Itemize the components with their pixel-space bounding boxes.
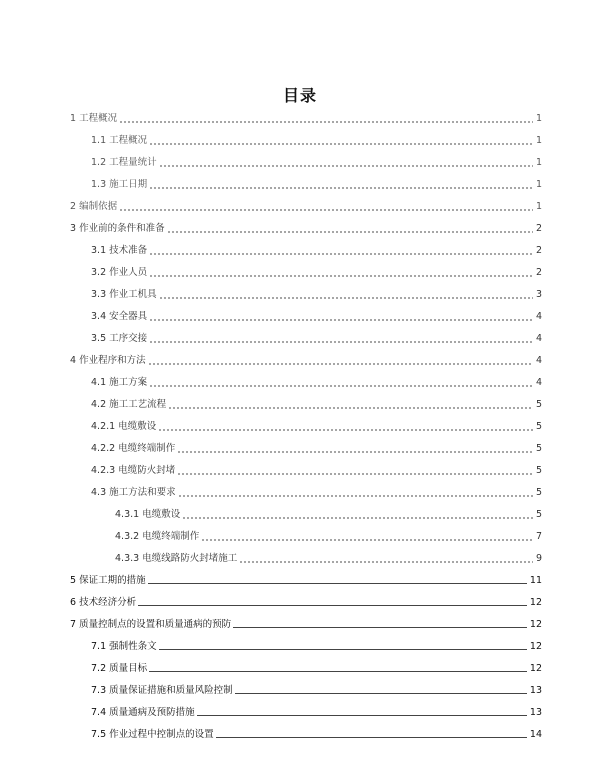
toc-entry-label: 3.4 安全器具 — [91, 311, 148, 322]
toc-leader-dots — [178, 495, 533, 497]
toc-leader-dots — [149, 341, 533, 343]
toc-entry-4-2[interactable] — [91, 397, 542, 411]
toc-entry-7-5[interactable] — [91, 727, 542, 741]
toc-entry-label: 4.3 施工方法和要求 — [91, 487, 176, 498]
toc-entry-page: 11 — [529, 575, 542, 586]
toc-entry-page: 4 — [535, 355, 542, 366]
toc-entry-page: 14 — [529, 729, 542, 740]
toc-entry-4-2-3[interactable] — [91, 463, 542, 477]
toc-entry-7-1[interactable] — [91, 639, 542, 653]
toc-entry-page: 4 — [535, 377, 542, 388]
toc-entry-page: 2 — [535, 245, 542, 256]
toc-leader-dots — [149, 275, 533, 277]
toc-leader-line — [235, 693, 527, 694]
toc-entry-4[interactable] — [70, 353, 542, 367]
toc-entry-label: 7 质量控制点的设置和质量通病的预防 — [70, 619, 232, 630]
toc-leader-line — [197, 715, 527, 716]
toc-entry-page: 5 — [535, 487, 542, 498]
toc-entry-label: 3 作业前的条件和准备 — [70, 223, 165, 234]
toc-entry-page: 1 — [535, 201, 542, 212]
toc-leader-dots — [177, 473, 533, 475]
toc-entry-3-2[interactable] — [91, 265, 542, 279]
toc-entry-page: 12 — [529, 597, 542, 608]
toc-entry-label: 4.1 施工方案 — [91, 377, 148, 388]
toc-entry-label: 3.1 技术准备 — [91, 245, 148, 256]
toc-leader-dots — [149, 385, 533, 387]
toc-entry-label: 4.2 施工工艺流程 — [91, 399, 167, 410]
toc-entry-label: 6 技术经济分析 — [70, 597, 137, 608]
toc-leader-dots — [167, 231, 533, 233]
toc-entry-3[interactable] — [70, 221, 542, 235]
toc-entry-label: 1.2 工程量统计 — [91, 157, 157, 168]
toc-entry-page: 5 — [535, 421, 542, 432]
toc-leader-line — [138, 605, 527, 606]
toc-entry-7-3[interactable] — [91, 683, 542, 697]
toc-entry-page: 5 — [535, 509, 542, 520]
toc-entry-label: 7.3 质量保证措施和质量风险控制 — [91, 685, 233, 696]
toc-entry-label: 7.5 作业过程中控制点的设置 — [91, 729, 214, 740]
toc-entry-3-4[interactable] — [91, 309, 542, 323]
toc-entry-label: 5 保证工期的措施 — [70, 575, 146, 586]
toc-leader-dots — [239, 561, 533, 563]
toc-leader-dots — [149, 143, 533, 145]
toc-entry-page: 5 — [535, 465, 542, 476]
toc-entry-1-2[interactable] — [91, 155, 542, 169]
toc-entry-7-2[interactable] — [91, 661, 542, 675]
toc-leader-line — [148, 583, 527, 584]
toc-leader-line — [233, 627, 527, 628]
toc-entry-page: 12 — [529, 619, 542, 630]
toc-entry-label: 1.1 工程概况 — [91, 135, 148, 146]
toc-entry-label: 4.3.2 电缆终端制作 — [115, 531, 200, 542]
toc-entry-page: 1 — [535, 113, 542, 124]
toc-entry-page: 1 — [535, 179, 542, 190]
toc-entry-6[interactable] — [70, 595, 542, 609]
toc-entry-label: 4.2.2 电缆终端制作 — [91, 443, 176, 454]
toc-entry-page: 2 — [535, 267, 542, 278]
toc-leader-dots — [159, 165, 533, 167]
toc-leader-dots — [148, 363, 533, 365]
toc-leader-line — [216, 737, 527, 738]
toc-leader-dots — [158, 429, 533, 431]
toc-leader-dots — [177, 451, 533, 453]
toc-entry-page: 7 — [535, 531, 542, 542]
toc-entry-page: 4 — [535, 333, 542, 344]
toc-entry-label: 7.1 强制性条文 — [91, 641, 157, 652]
toc-leader-dots — [149, 319, 533, 321]
toc-entry-4-1[interactable] — [91, 375, 542, 389]
toc-entry-3-1[interactable] — [91, 243, 542, 257]
toc-entry-label: 7.4 质量通病及预防措施 — [91, 707, 195, 718]
toc-entry-7-4[interactable] — [91, 705, 542, 719]
toc-entry-label: 4.3.1 电缆敷设 — [115, 509, 181, 520]
toc-entry-4-2-1[interactable] — [91, 419, 542, 433]
toc-leader-dots — [201, 539, 533, 541]
toc-entry-label: 3.5 工序交接 — [91, 333, 148, 344]
toc-entry-page: 13 — [529, 685, 542, 696]
toc-entry-1-3[interactable] — [91, 177, 542, 191]
toc-entry-page: 4 — [535, 311, 542, 322]
toc-title: 目录 — [282, 86, 317, 105]
toc-entry-label: 7.2 质量目标 — [91, 663, 148, 674]
toc-entry-3-5[interactable] — [91, 331, 542, 345]
toc-entry-5[interactable] — [70, 573, 542, 587]
toc-leader-line — [159, 649, 527, 650]
toc-entry-4-2-2[interactable] — [91, 441, 542, 455]
toc-entry-7[interactable] — [70, 617, 542, 631]
toc-entry-page: 9 — [535, 553, 542, 564]
toc-entry-label: 3.2 作业人员 — [91, 267, 148, 278]
toc-entry-label: 4.2.1 电缆敷设 — [91, 421, 157, 432]
toc-entry-label: 1 工程概况 — [70, 113, 118, 124]
toc-entry-2[interactable] — [70, 199, 542, 213]
toc-entry-4-3-1[interactable] — [115, 507, 542, 521]
toc-entry-1[interactable] — [70, 111, 542, 125]
toc-leader-dots — [149, 253, 533, 255]
toc-leader-line — [149, 671, 527, 672]
toc-leader-dots — [182, 517, 533, 519]
toc-entry-page: 5 — [535, 443, 542, 454]
toc-entry-label: 4.2.3 电缆防火封堵 — [91, 465, 176, 476]
toc-entry-1-1[interactable] — [91, 133, 542, 147]
toc-entry-label: 4 作业程序和方法 — [70, 355, 146, 366]
toc-leader-dots — [119, 209, 533, 211]
toc-entry-3-3[interactable] — [91, 287, 542, 301]
toc-entry-label: 3.3 作业工机具 — [91, 289, 157, 300]
toc-entry-page: 12 — [529, 641, 542, 652]
toc-entry-page: 3 — [535, 289, 542, 300]
toc-entry-page: 2 — [535, 223, 542, 234]
toc-entry-4-3[interactable] — [91, 485, 542, 499]
toc-entry-page: 5 — [535, 399, 542, 410]
toc-entry-label: 2 编制依据 — [70, 201, 118, 212]
toc-entry-page: 1 — [535, 157, 542, 168]
toc-entry-label: 4.3.3 电缆线路防火封堵施工 — [115, 553, 238, 564]
toc-leader-dots — [149, 187, 533, 189]
toc-leader-dots — [168, 407, 533, 409]
toc-entry-4-3-3[interactable] — [115, 551, 542, 565]
toc-entry-page: 12 — [529, 663, 542, 674]
toc-leader-dots — [119, 121, 533, 123]
toc-leader-dots — [159, 297, 533, 299]
toc-entry-4-3-2[interactable] — [115, 529, 542, 543]
toc-entry-label: 1.3 施工日期 — [91, 179, 148, 190]
toc-entry-page: 1 — [535, 135, 542, 146]
toc-entry-page: 13 — [529, 707, 542, 718]
